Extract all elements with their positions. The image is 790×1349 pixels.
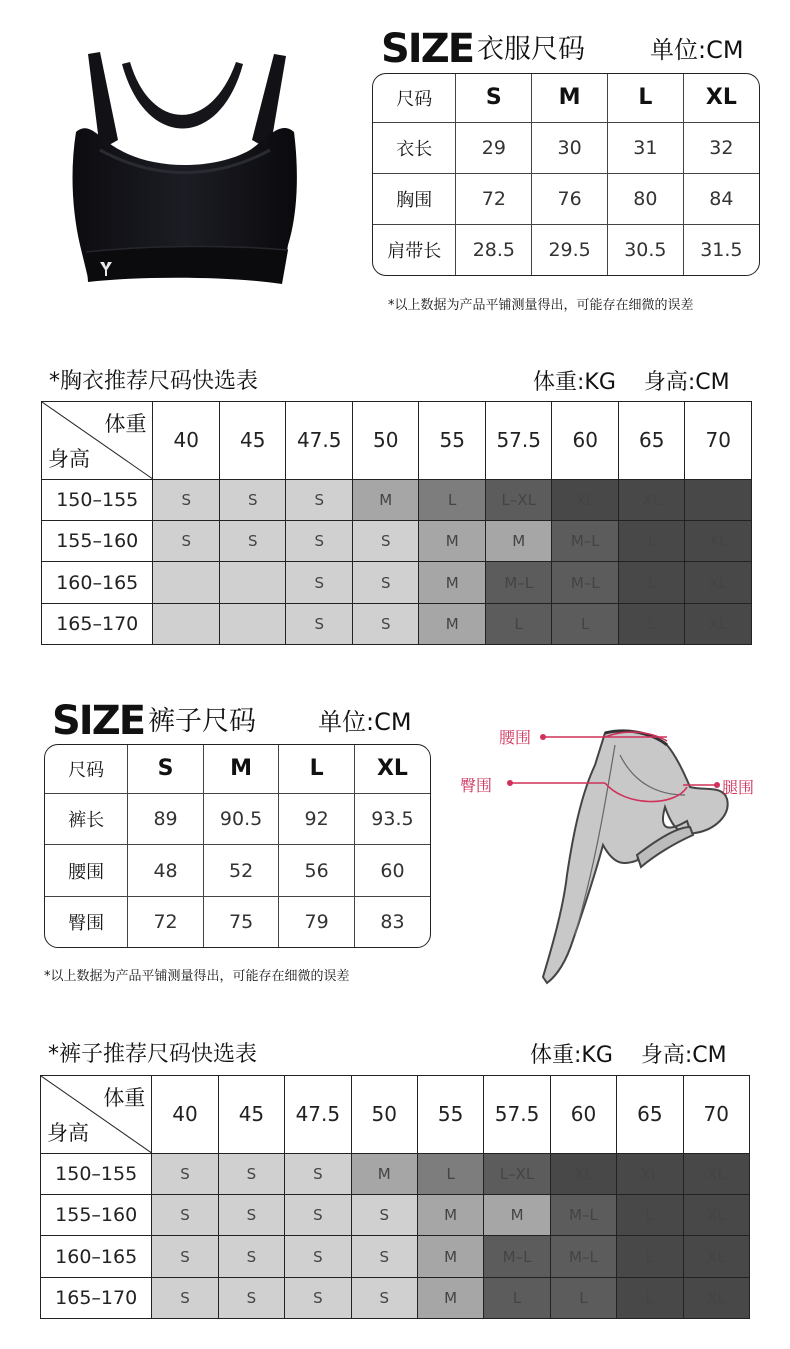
size-cell: S — [285, 1153, 351, 1194]
pants-size-note: *以上数据为产品平铺测量得出，可能存在细微的误差 — [44, 969, 350, 984]
weight-header: 57.5 — [485, 402, 552, 480]
size-cell: L — [484, 1277, 550, 1318]
weight-header: 40 — [152, 1076, 218, 1154]
size-cell: L — [618, 603, 685, 644]
measure-label: 腰围 — [45, 845, 128, 896]
weight-header: 60 — [552, 402, 619, 480]
weight-header: 47.5 — [286, 402, 353, 480]
measure-value: 30 — [532, 122, 608, 173]
size-cell: S — [218, 1236, 284, 1277]
pants-reco-unit: 体重:KG 身高:CM — [530, 1043, 727, 1068]
measure-value: 89 — [128, 793, 204, 844]
size-cell — [685, 479, 752, 520]
size-cell: S — [152, 1277, 218, 1318]
size-table-row — [373, 225, 759, 275]
size-table-header-row — [373, 74, 759, 122]
size-cell: S — [152, 1195, 218, 1236]
size-cell: XL — [683, 1277, 749, 1318]
size-cell: S — [152, 1153, 218, 1194]
measure-value: 76 — [532, 173, 608, 224]
weight-header: 47.5 — [285, 1076, 351, 1154]
size-cell: XL — [685, 521, 752, 562]
size-cell — [153, 562, 220, 603]
size-cell: S — [219, 521, 286, 562]
size-cell: XL — [618, 479, 685, 520]
sports-bra-image — [60, 40, 305, 310]
size-cell: M — [419, 521, 486, 562]
size-cell: S — [153, 521, 220, 562]
measure-value: 52 — [203, 845, 279, 896]
size-cell: L — [617, 1195, 683, 1236]
size-cell: M–L — [550, 1195, 616, 1236]
size-cell: L — [617, 1236, 683, 1277]
size-cell: M — [485, 521, 552, 562]
size-cell: M — [484, 1195, 550, 1236]
measure-value: 29.5 — [532, 225, 608, 275]
measure-value: 31 — [607, 122, 683, 173]
weight-header: 55 — [417, 1076, 483, 1154]
size-table-row — [373, 122, 759, 173]
size-cell: XL — [552, 479, 619, 520]
measure-value: 72 — [456, 173, 532, 224]
size-heading: SIZE — [381, 26, 474, 72]
measure-value: 30.5 — [607, 225, 683, 275]
size-cell: XL — [685, 603, 752, 644]
measure-value: 31.5 — [683, 225, 759, 275]
top-size-unit: 单位:CM — [650, 36, 744, 64]
size-cell: XL — [683, 1153, 749, 1194]
top-size-note: *以上数据为产品平铺测量得出，可能存在细微的误差 — [388, 298, 694, 313]
measure-label: 肩带长 — [373, 225, 456, 275]
size-cell: L — [552, 603, 619, 644]
size-column-header: L — [607, 74, 683, 122]
measure-value: 80 — [607, 173, 683, 224]
size-cell: S — [351, 1277, 417, 1318]
size-cell: S — [153, 479, 220, 520]
measure-value: 32 — [683, 122, 759, 173]
height-row — [42, 521, 752, 562]
measure-value: 90.5 — [203, 793, 279, 844]
size-cell: M — [352, 479, 419, 520]
measure-label: 臀围 — [45, 896, 128, 947]
size-cell: S — [218, 1195, 284, 1236]
size-cell: S — [352, 603, 419, 644]
size-cell: L–XL — [485, 479, 552, 520]
size-column-header: S — [128, 745, 204, 793]
weight-header-row — [41, 1076, 750, 1154]
height-row — [41, 1277, 750, 1318]
height-label: 150–155 — [42, 479, 153, 520]
thigh-label: 腿围 — [722, 778, 755, 797]
size-cell: M — [419, 562, 486, 603]
size-cell: L — [618, 562, 685, 603]
weight-header: 60 — [550, 1076, 616, 1154]
height-row — [41, 1236, 750, 1277]
bra-reco-unit: 体重:KG 身高:CM — [533, 370, 730, 395]
size-cell: S — [152, 1236, 218, 1277]
measure-value: 29 — [456, 122, 532, 173]
measure-value: 60 — [354, 845, 430, 896]
size-cell: S — [219, 479, 286, 520]
size-cell: XL — [550, 1153, 616, 1194]
size-cell: M–L — [485, 562, 552, 603]
measure-value: 28.5 — [456, 225, 532, 275]
size-cell: S — [218, 1153, 284, 1194]
size-cell: M–L — [552, 562, 619, 603]
pants-size-title: 裤子尺码 — [148, 706, 256, 737]
size-cell: L — [419, 479, 486, 520]
size-cell: S — [286, 603, 353, 644]
height-label: 155–160 — [42, 521, 153, 562]
size-cell — [219, 562, 286, 603]
weight-header: 45 — [218, 1076, 284, 1154]
top-size-table — [372, 73, 760, 276]
size-cell: XL — [683, 1195, 749, 1236]
size-cell: S — [285, 1195, 351, 1236]
measure-value: 56 — [279, 845, 355, 896]
size-cell: S — [351, 1236, 417, 1277]
size-cell: XL — [685, 562, 752, 603]
size-column-header: XL — [683, 74, 759, 122]
size-cell: M — [351, 1153, 417, 1194]
size-label-header: 尺码 — [373, 74, 456, 122]
weight-header: 40 — [153, 402, 220, 480]
height-row — [41, 1195, 750, 1236]
size-cell: S — [218, 1277, 284, 1318]
corner-height-label: 身高 — [47, 1120, 89, 1145]
size-column-header: S — [456, 74, 532, 122]
measure-value: 75 — [203, 896, 279, 947]
weight-header: 70 — [683, 1076, 749, 1154]
size-table-row — [373, 173, 759, 224]
weight-header: 65 — [618, 402, 685, 480]
size-cell: S — [285, 1277, 351, 1318]
size-cell: L — [417, 1153, 483, 1194]
size-cell: S — [351, 1195, 417, 1236]
size-cell: L — [617, 1277, 683, 1318]
size-cell: S — [286, 479, 353, 520]
weight-header: 50 — [352, 402, 419, 480]
weight-header: 65 — [617, 1076, 683, 1154]
size-cell: S — [286, 562, 353, 603]
size-cell: M — [417, 1236, 483, 1277]
measure-value: 93.5 — [354, 793, 430, 844]
measure-label: 胸围 — [373, 173, 456, 224]
waist-label: 腰围 — [499, 728, 532, 747]
corner-weight-label: 体重 — [104, 412, 147, 436]
height-row — [42, 603, 752, 644]
weight-header: 55 — [419, 402, 486, 480]
size-cell: M — [417, 1195, 483, 1236]
size-cell: XL — [617, 1153, 683, 1194]
size-cell: S — [352, 521, 419, 562]
size-column-header: M — [203, 745, 279, 793]
size-cell: XL — [683, 1236, 749, 1277]
height-label: 150–155 — [41, 1153, 152, 1194]
height-label: 160–165 — [42, 562, 153, 603]
size-column-header: M — [532, 74, 608, 122]
size-cell: M–L — [550, 1236, 616, 1277]
measure-value: 48 — [128, 845, 204, 896]
hip-label: 臀围 — [460, 776, 493, 795]
size-table-row — [45, 845, 430, 896]
pants-size-unit: 单位:CM — [318, 708, 412, 736]
top-size-title: 衣服尺码 — [477, 34, 585, 65]
size-cell: M — [419, 603, 486, 644]
measure-value: 79 — [279, 896, 355, 947]
size-cell: S — [285, 1236, 351, 1277]
size-cell: L — [550, 1277, 616, 1318]
size-cell — [153, 603, 220, 644]
height-row — [42, 562, 752, 603]
weight-header: 57.5 — [484, 1076, 550, 1154]
measure-value: 83 — [354, 896, 430, 947]
size-heading-pants: SIZE — [52, 698, 145, 744]
weight-header-row — [42, 402, 752, 480]
weight-header: 50 — [351, 1076, 417, 1154]
size-column-header: L — [279, 745, 355, 793]
pants-reco-title: *裤子推荐尺码快选表 — [48, 1042, 258, 1067]
size-cell: L–XL — [484, 1153, 550, 1194]
measure-value: 72 — [128, 896, 204, 947]
weight-header: 70 — [685, 402, 752, 480]
height-label: 160–165 — [41, 1236, 152, 1277]
size-cell: M — [417, 1277, 483, 1318]
measure-value: 84 — [683, 173, 759, 224]
height-label: 155–160 — [41, 1195, 152, 1236]
measure-label: 衣长 — [373, 122, 456, 173]
height-label: 165–170 — [42, 603, 153, 644]
height-row — [42, 479, 752, 520]
pants-reco-table — [40, 1075, 750, 1319]
height-label: 165–170 — [41, 1277, 152, 1318]
size-table-row — [45, 793, 430, 844]
size-cell: M–L — [484, 1236, 550, 1277]
measure-label: 裤长 — [45, 793, 128, 844]
measure-value: 92 — [279, 793, 355, 844]
corner-height-label: 身高 — [48, 446, 90, 471]
pants-size-table — [44, 744, 431, 948]
size-table-header-row — [45, 745, 430, 793]
size-cell — [219, 603, 286, 644]
bra-reco-table — [41, 401, 752, 645]
leggings-diagram — [455, 715, 775, 990]
size-cell: M–L — [552, 521, 619, 562]
size-cell: S — [352, 562, 419, 603]
size-cell: S — [286, 521, 353, 562]
weight-header: 45 — [219, 402, 286, 480]
corner-cell — [42, 402, 153, 480]
bra-reco-title: *胸衣推荐尺码快选表 — [49, 369, 259, 394]
size-column-header: XL — [354, 745, 430, 793]
size-table-row — [45, 896, 430, 947]
size-cell: L — [618, 521, 685, 562]
size-label-header: 尺码 — [45, 745, 128, 793]
height-row — [41, 1153, 750, 1194]
corner-cell — [41, 1076, 152, 1154]
size-cell: L — [485, 603, 552, 644]
corner-weight-label: 体重 — [103, 1086, 146, 1110]
